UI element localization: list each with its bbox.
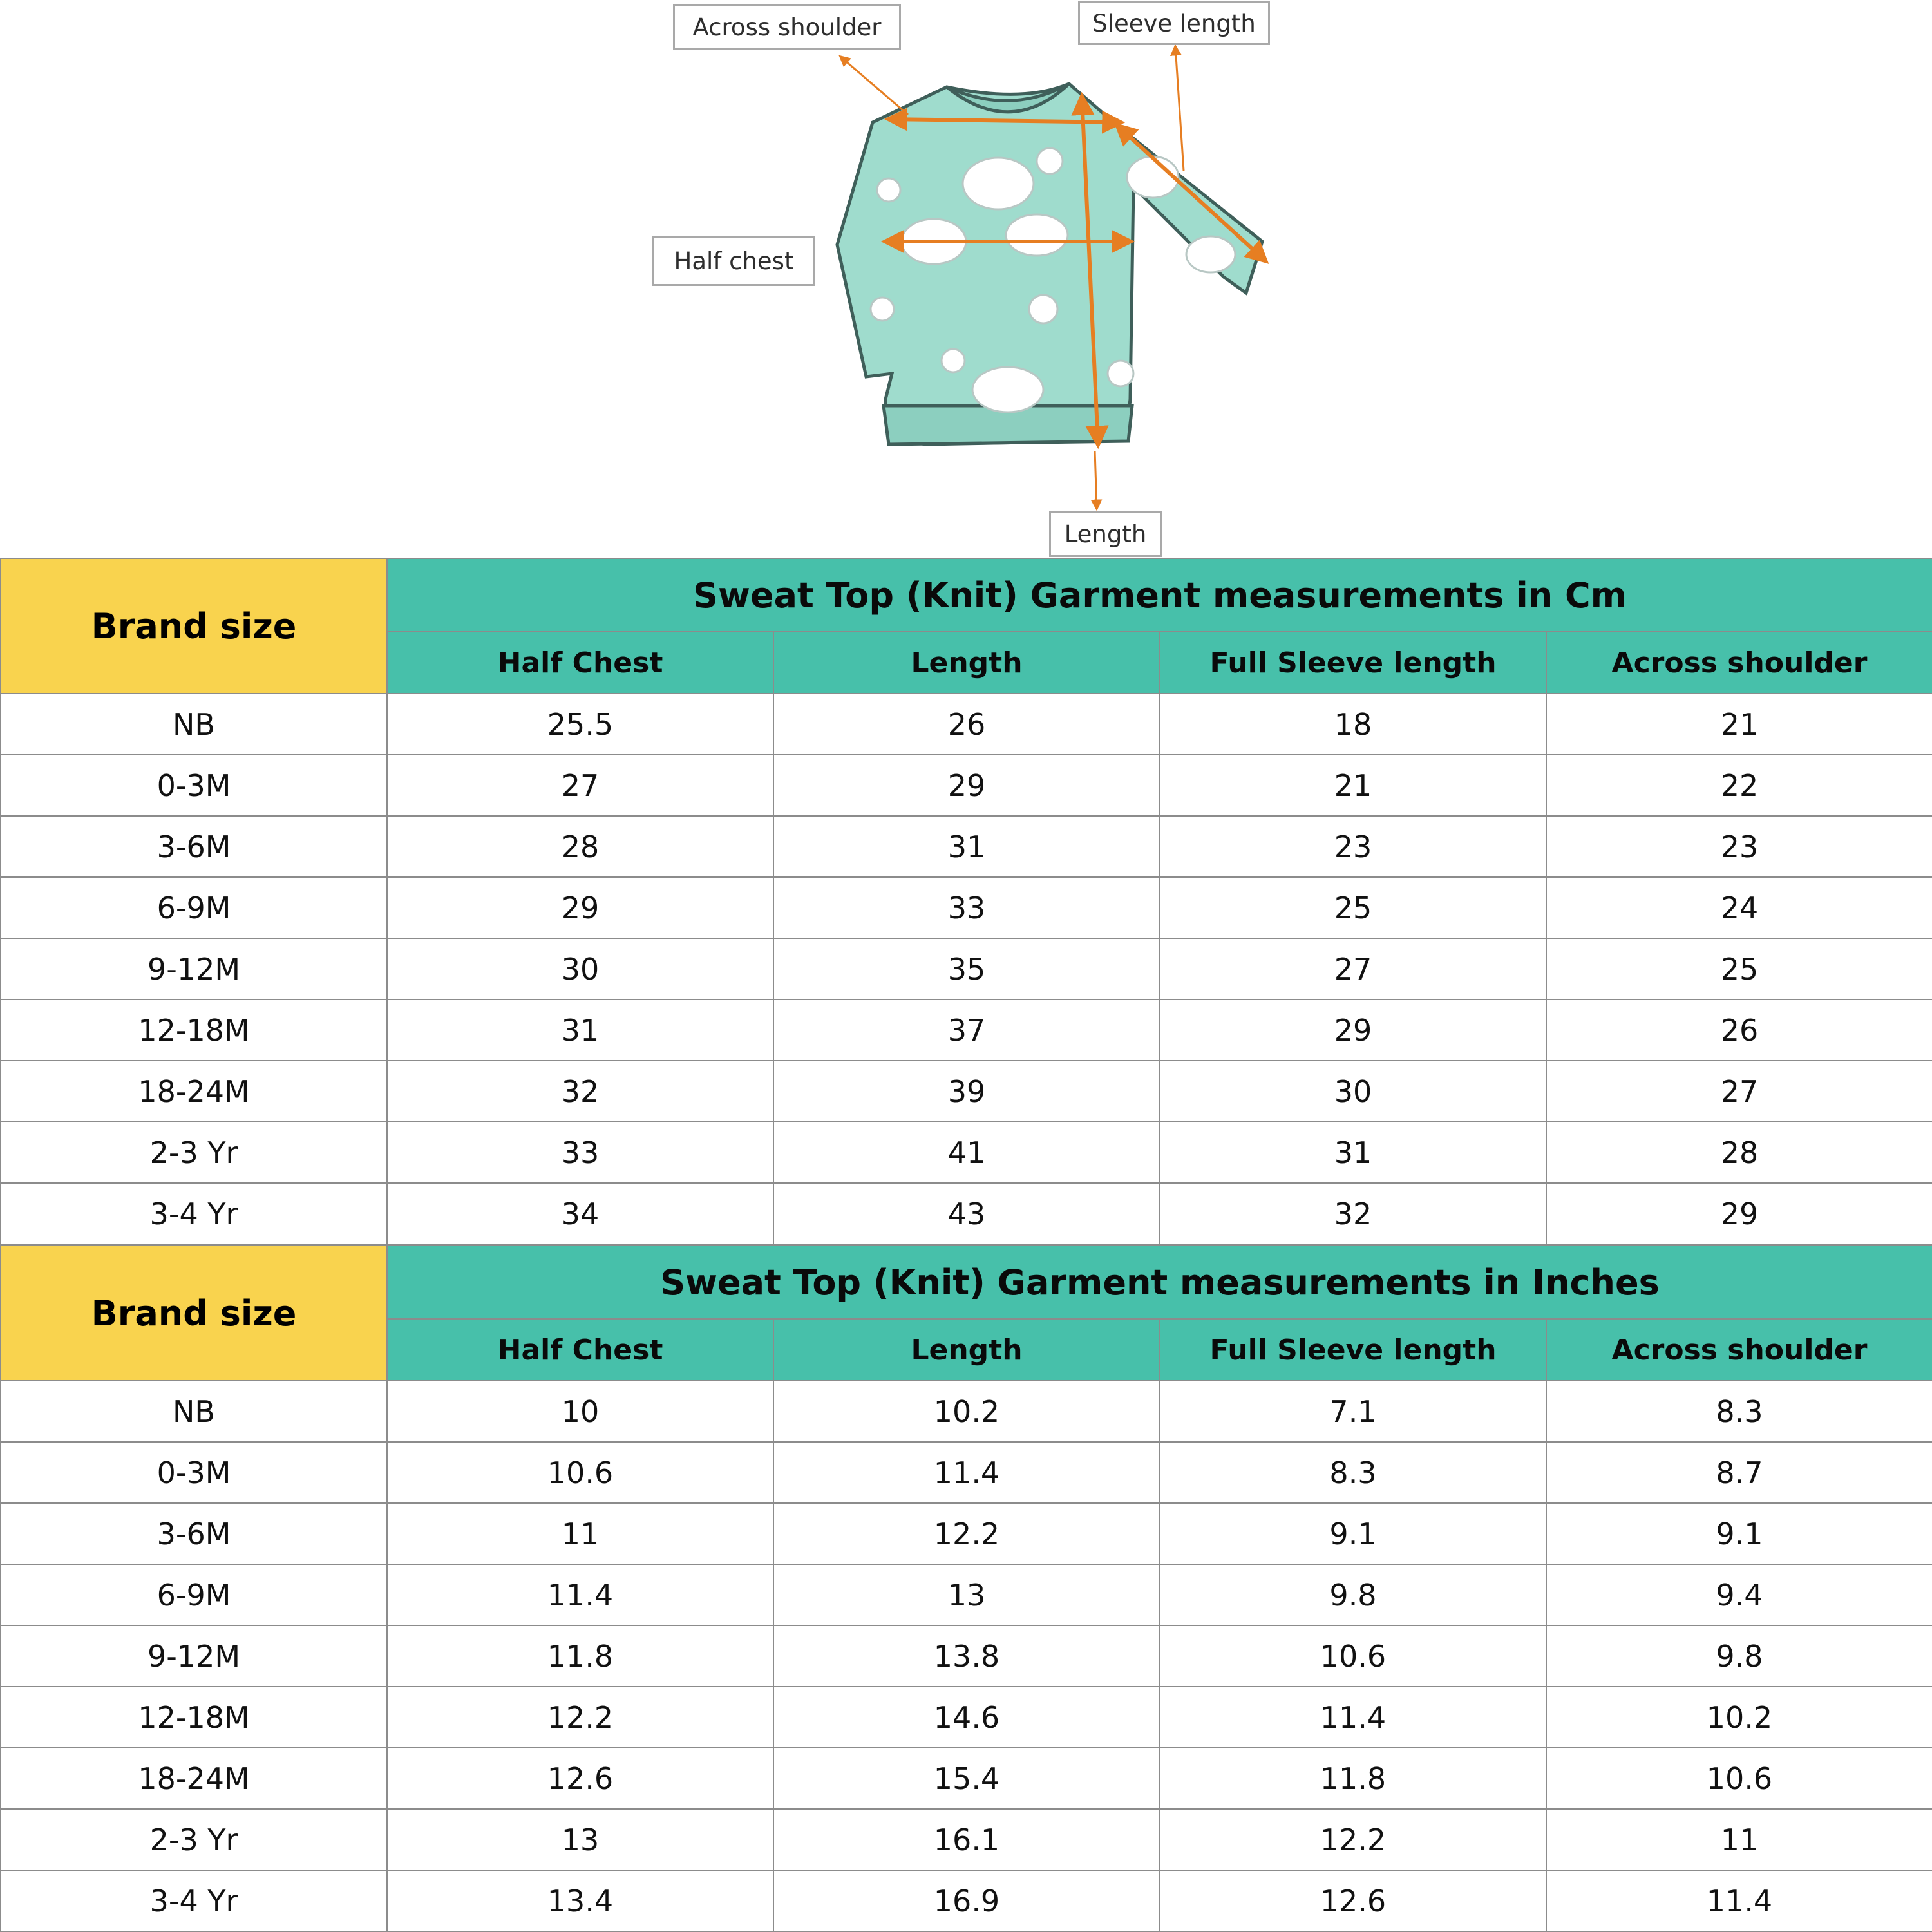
length-cell: 10.2 xyxy=(773,1381,1160,1442)
length-cell: 41 xyxy=(773,1122,1160,1183)
length-cell: 14.6 xyxy=(773,1687,1160,1748)
column-header: Length xyxy=(773,1319,1160,1381)
sweatshirt-illustration xyxy=(0,0,1932,558)
size-cell: 0-3M xyxy=(1,1442,387,1503)
column-header: Across shoulder xyxy=(1546,632,1932,694)
size-cell: 0-3M xyxy=(1,755,387,816)
table-row xyxy=(1,999,1932,1061)
size-cell: 2-3 Yr xyxy=(1,1809,387,1870)
garment-diagram xyxy=(0,0,1932,558)
sleeve-length-label: Sleeve length xyxy=(1078,1,1270,45)
column-header: Full Sleeve length xyxy=(1160,1319,1546,1381)
table-row xyxy=(1,1442,1932,1503)
sleeve-length-cell: 29 xyxy=(1160,999,1546,1061)
sleeve-length-cell: 9.8 xyxy=(1160,1564,1546,1625)
table-row xyxy=(1,694,1932,755)
across-shoulder-cell: 24 xyxy=(1546,877,1932,938)
table-row xyxy=(1,1122,1932,1183)
size-cell: 3-4 Yr xyxy=(1,1870,387,1931)
size-cell: 18-24M xyxy=(1,1748,387,1809)
size-cell: 6-9M xyxy=(1,877,387,938)
size-cell: 9-12M xyxy=(1,1625,387,1687)
length-cell: 15.4 xyxy=(773,1748,1160,1809)
across-shoulder-cell: 28 xyxy=(1546,1122,1932,1183)
across-shoulder-cell: 29 xyxy=(1546,1183,1932,1244)
across-shoulder-cell: 23 xyxy=(1546,816,1932,877)
length-cell: 35 xyxy=(773,938,1160,999)
across-shoulder-cell: 8.3 xyxy=(1546,1381,1932,1442)
column-header: Across shoulder xyxy=(1546,1319,1932,1381)
half-chest-cell: 34 xyxy=(387,1183,773,1244)
size-cell: 2-3 Yr xyxy=(1,1122,387,1183)
column-header: Length xyxy=(773,632,1160,694)
half-chest-cell: 25.5 xyxy=(387,694,773,755)
across-shoulder-cell: 9.8 xyxy=(1546,1625,1932,1687)
table-row xyxy=(1,1061,1932,1122)
length-cell: 13 xyxy=(773,1564,1160,1625)
sleeve-length-cell: 10.6 xyxy=(1160,1625,1546,1687)
column-header: Full Sleeve length xyxy=(1160,632,1546,694)
half-chest-label: Half chest xyxy=(652,236,815,286)
length-cell: 12.2 xyxy=(773,1503,1160,1564)
sleeve-length-cell: 21 xyxy=(1160,755,1546,816)
length-cell: 31 xyxy=(773,816,1160,877)
sleeve-length-cell: 18 xyxy=(1160,694,1546,755)
half-chest-cell: 13.4 xyxy=(387,1870,773,1931)
half-chest-cell: 30 xyxy=(387,938,773,999)
sleeve-length-cell: 12.6 xyxy=(1160,1870,1546,1931)
length-cell: 16.9 xyxy=(773,1870,1160,1931)
table-row xyxy=(1,1809,1932,1870)
table-row xyxy=(1,816,1932,877)
half-chest-cell: 12.2 xyxy=(387,1687,773,1748)
half-chest-cell: 10 xyxy=(387,1381,773,1442)
size-cell: 3-4 Yr xyxy=(1,1183,387,1244)
size-cell: 3-6M xyxy=(1,816,387,877)
half-chest-cell: 27 xyxy=(387,755,773,816)
column-header: Half Chest xyxy=(387,1319,773,1381)
table-row xyxy=(1,877,1932,938)
length-cell: 37 xyxy=(773,999,1160,1061)
length-cell: 39 xyxy=(773,1061,1160,1122)
sleeve-length-cell: 31 xyxy=(1160,1122,1546,1183)
table-row xyxy=(1,1625,1932,1687)
table-row xyxy=(1,1564,1932,1625)
half-chest-cell: 29 xyxy=(387,877,773,938)
sleeve-length-cell: 7.1 xyxy=(1160,1381,1546,1442)
table-row xyxy=(1,1687,1932,1748)
sleeve-length-cell: 23 xyxy=(1160,816,1546,877)
sleeve-length-cell: 30 xyxy=(1160,1061,1546,1122)
across-shoulder-cell: 11.4 xyxy=(1546,1870,1932,1931)
size-cell: NB xyxy=(1,694,387,755)
size-cell: NB xyxy=(1,1381,387,1442)
size-cell: 9-12M xyxy=(1,938,387,999)
half-chest-cell: 13 xyxy=(387,1809,773,1870)
length-cell: 16.1 xyxy=(773,1809,1160,1870)
across-shoulder-cell: 26 xyxy=(1546,999,1932,1061)
brand-size-header: Brand size xyxy=(1,1245,387,1381)
half-chest-cell: 11.8 xyxy=(387,1625,773,1687)
half-chest-cell: 33 xyxy=(387,1122,773,1183)
table-row xyxy=(1,1870,1932,1931)
across-shoulder-cell: 21 xyxy=(1546,694,1932,755)
across-shoulder-cell: 10.6 xyxy=(1546,1748,1932,1809)
across-shoulder-cell: 10.2 xyxy=(1546,1687,1932,1748)
length-label: Length xyxy=(1049,511,1162,557)
table-row xyxy=(1,938,1932,999)
length-cell: 43 xyxy=(773,1183,1160,1244)
across-shoulder-cell: 11 xyxy=(1546,1809,1932,1870)
size-cell: 12-18M xyxy=(1,999,387,1061)
half-chest-cell: 11.4 xyxy=(387,1564,773,1625)
across-shoulder-cell: 22 xyxy=(1546,755,1932,816)
table-title: Sweat Top (Knit) Garment measurements in Inches xyxy=(387,1245,1932,1319)
table-row xyxy=(1,755,1932,816)
size-cell: 3-6M xyxy=(1,1503,387,1564)
sleeve-length-cell: 8.3 xyxy=(1160,1442,1546,1503)
size-table-inches xyxy=(0,1245,1932,1932)
sleeve-length-cell: 11.8 xyxy=(1160,1748,1546,1809)
length-cell: 11.4 xyxy=(773,1442,1160,1503)
sleeve-length-cell: 11.4 xyxy=(1160,1687,1546,1748)
length-cell: 13.8 xyxy=(773,1625,1160,1687)
across-shoulder-cell: 25 xyxy=(1546,938,1932,999)
table-row xyxy=(1,1381,1932,1442)
half-chest-cell: 12.6 xyxy=(387,1748,773,1809)
half-chest-cell: 11 xyxy=(387,1503,773,1564)
brand-size-header: Brand size xyxy=(1,558,387,694)
across-shoulder-cell: 9.4 xyxy=(1546,1564,1932,1625)
sleeve-length-cell: 9.1 xyxy=(1160,1503,1546,1564)
length-cell: 26 xyxy=(773,694,1160,755)
table-row xyxy=(1,1183,1932,1244)
size-cell: 12-18M xyxy=(1,1687,387,1748)
length-cell: 29 xyxy=(773,755,1160,816)
half-chest-cell: 10.6 xyxy=(387,1442,773,1503)
across-shoulder-cell: 27 xyxy=(1546,1061,1932,1122)
across-shoulder-cell: 9.1 xyxy=(1546,1503,1932,1564)
size-table-cm xyxy=(0,558,1932,1245)
sleeve-length-cell: 25 xyxy=(1160,877,1546,938)
across-shoulder-label: Across shoulder xyxy=(673,4,901,50)
half-chest-cell: 32 xyxy=(387,1061,773,1122)
table-title: Sweat Top (Knit) Garment measurements in Cm xyxy=(387,558,1932,632)
size-cell: 6-9M xyxy=(1,1564,387,1625)
half-chest-cell: 31 xyxy=(387,999,773,1061)
across-shoulder-cell: 8.7 xyxy=(1546,1442,1932,1503)
sleeve-length-cell: 12.2 xyxy=(1160,1809,1546,1870)
table-row xyxy=(1,1748,1932,1809)
column-header: Half Chest xyxy=(387,632,773,694)
sleeve-length-cell: 27 xyxy=(1160,938,1546,999)
table-row xyxy=(1,1503,1932,1564)
length-cell: 33 xyxy=(773,877,1160,938)
size-cell: 18-24M xyxy=(1,1061,387,1122)
half-chest-cell: 28 xyxy=(387,816,773,877)
sleeve-length-cell: 32 xyxy=(1160,1183,1546,1244)
